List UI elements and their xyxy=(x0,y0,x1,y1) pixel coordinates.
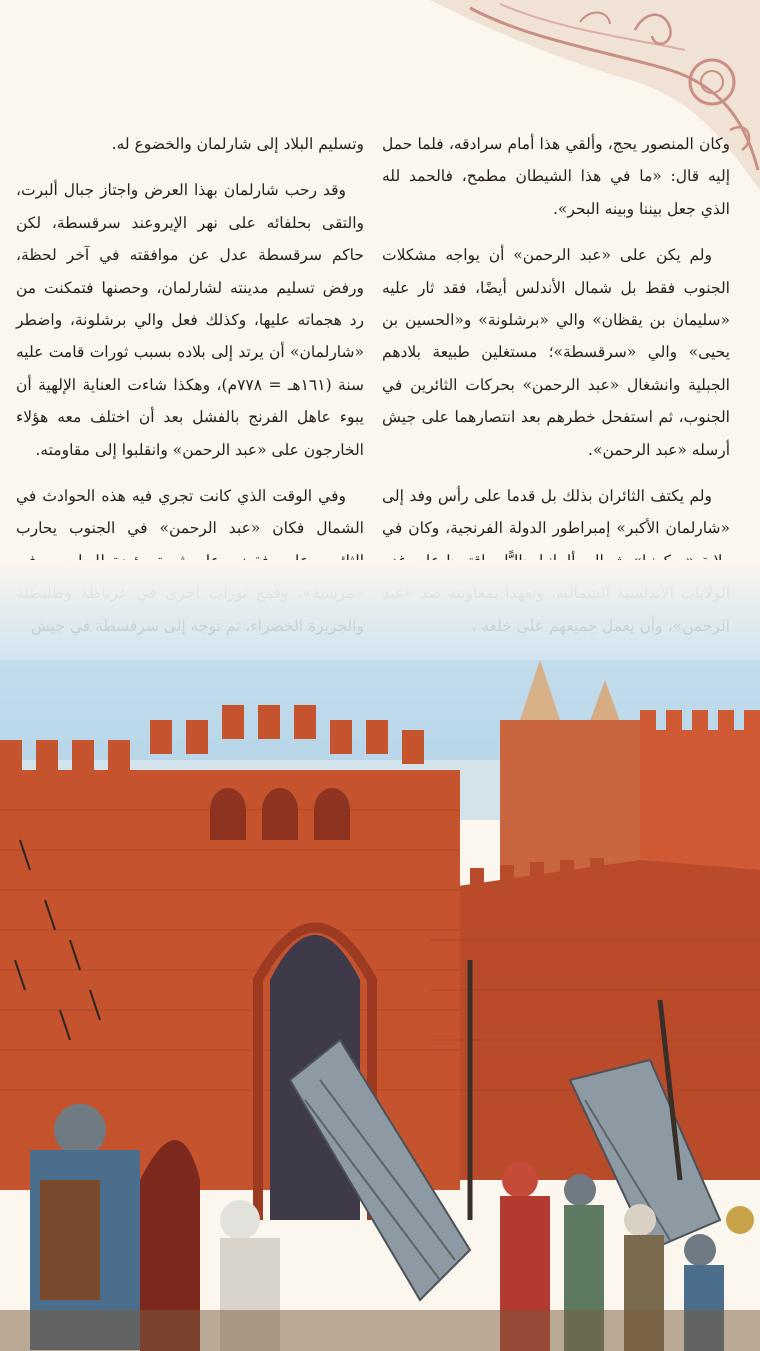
paragraph: وكان المنصور يحج، وألقي هذا أمام سرادقه، فلما حمل إليه قال: «ما في هذا الشيطان مطمح، فالحمد لله الذي جعل بيننا وبينه البحر». xyxy=(382,135,730,218)
paragraph: وقد رحب شارلمان بهذا العرض واجتاز جبال ألبرت، والتقى بحلفائه على نهر الإيروعند سرقسطة، لكن حاكم سرقسطة عدل عن موافقته في آخر لحظة، ورفض تسليم مدينته لشارلمان، وحصنها فتمكنت من رد هجماته عليها، وكذلك فعل والي برشلونة، واضطر «شارلمان» أن يرتد إلى بلاده بسبب ثورات قامت عليه سنة (١٦١هـ = ٧٧٨م)، وهكذا شاءت العناية الإلهية أن يبوء عاهل الفرنج بالفشل بعد أن اختلف معه هؤلاء الخارجون على «عبد الرحمن» وانقلبوا إلى مقاومته. xyxy=(16,181,364,459)
paragraph: وتسليم البلاد إلى شارلمان والخضوع له. xyxy=(111,135,364,153)
siege-illustration xyxy=(0,660,760,1351)
paragraph: وفي الوقت الذي كانت تجري فيه هذه الحوادث في الشمال فكان «عبد الرحمن» في الجنوب يحارب xyxy=(16,487,364,538)
paragraph: ولم يكتف الثائران بذلك بل قدما على رأس وفد إلى «شارلمان الأكبر» إمبراطور الدولة الفرنجية، وكان في xyxy=(382,487,730,538)
paragraph: ولم يكن على «عبد الرحمن» أن يواجه مشكلات الجنوب فقط بل شمال الأندلس أيضًا، فقد ثار عليه «سليمان بن يقظان» والي «برشلونة» و«الحسين بن يحيى» والي «سرقسطة»؛ مستغلين طبيعة بلادهم الجبلية وانشغال «عبد الرحمن» بحركات الثائرين في الجنوب، ثم استفحل خطرهم بعد انتصارهما على جيش أرسله «عبد الرحمن». xyxy=(382,246,730,459)
